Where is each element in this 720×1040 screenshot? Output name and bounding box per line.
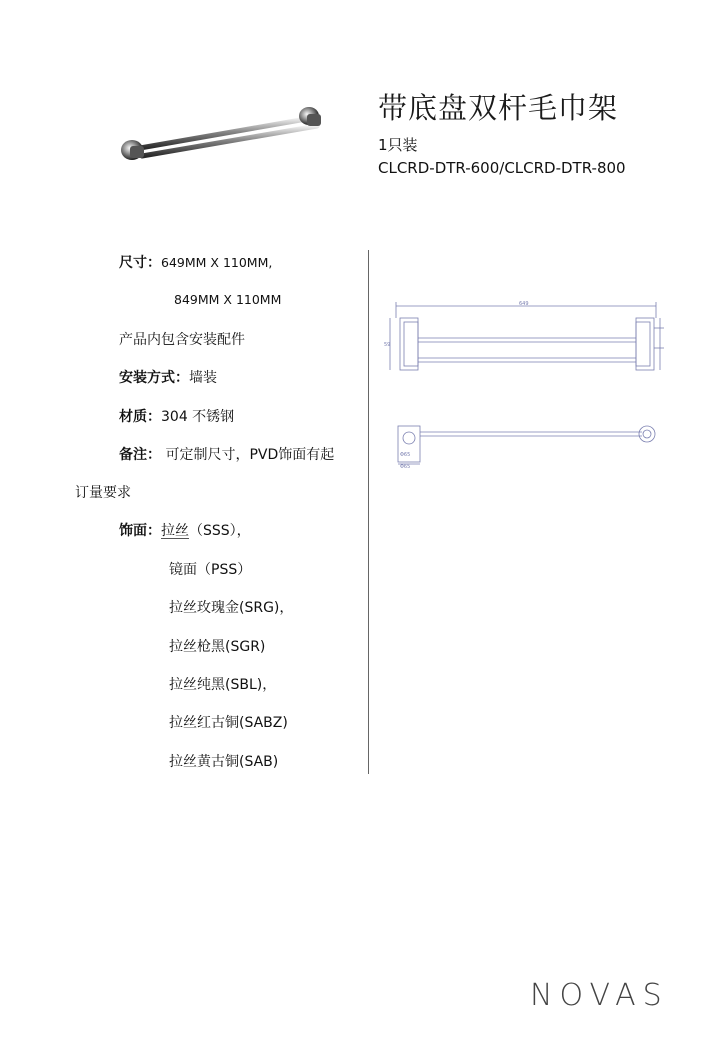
note-row <box>119 444 334 464</box>
height-dimension: 59 <box>384 342 391 348</box>
size-row <box>119 252 272 272</box>
note-label: 备注： <box>119 447 161 463</box>
product-model: CLCRD-DTR-600/CLCRD-DTR-800 <box>378 159 626 177</box>
product-title: 带底盘双杆毛巾架 <box>378 91 619 125</box>
finish-row <box>119 520 251 540</box>
product-image <box>112 98 342 168</box>
finish-1-a: 拉丝 <box>161 523 189 539</box>
finish-item: 镜面（PSS） <box>169 562 252 578</box>
finish-label: 饰面： <box>119 523 161 539</box>
brand-logo: NOVAS <box>530 978 669 1013</box>
finish-item: 拉丝枪黑(SGR) <box>169 639 266 655</box>
material-row <box>119 406 234 426</box>
size-value-2: 849MM X 110MM <box>174 292 282 307</box>
technical-drawing-top <box>394 420 664 468</box>
width-dimension: 649 <box>519 301 529 307</box>
depth-dimension: Φ65 <box>400 464 411 468</box>
finish-item: 拉丝玫瑰金(SRG)， <box>169 600 294 616</box>
install-value: 墙装 <box>189 370 217 386</box>
column-divider <box>368 250 369 774</box>
material-value: 304 不锈钢 <box>161 409 235 425</box>
finish-item: 拉丝红古铜(SABZ) <box>169 715 288 731</box>
note-value-2: 订量要求 <box>75 485 131 501</box>
technical-drawing-front <box>384 298 670 380</box>
material-label: 材质： <box>119 409 161 425</box>
install-row <box>119 367 217 387</box>
size-label: 尺寸： <box>119 255 161 271</box>
finish-1-b: （SSS）， <box>189 523 251 539</box>
base-dimension: Φ65 <box>400 452 411 458</box>
included-text: 产品内包含安装配件 <box>119 332 245 348</box>
finish-item: 拉丝纯黑(SBL)， <box>169 677 277 693</box>
product-quantity: 1只装 <box>378 136 418 154</box>
install-label: 安装方式： <box>119 370 189 386</box>
size-value-1: 649MM X 110MM, <box>161 255 273 270</box>
finish-item: 拉丝黄古铜(SAB) <box>169 754 279 770</box>
note-value: 可定制尺寸，PVD饰面有起 <box>165 447 335 463</box>
